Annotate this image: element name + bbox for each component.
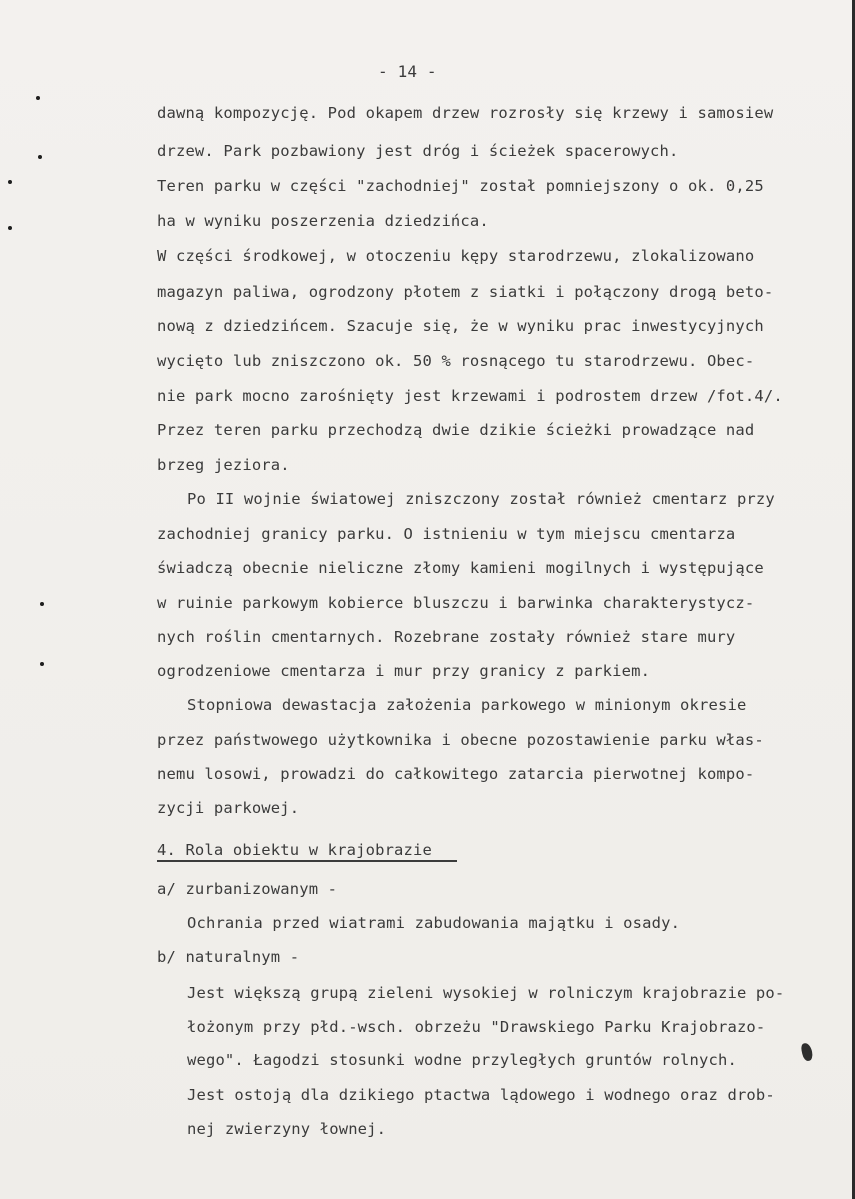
punch-hole-mark (40, 602, 44, 606)
text-line: świadczą obecnie nieliczne złomy kamieni mogilnych i występujące (157, 559, 764, 577)
text-line: ogrodzeniowe cmentarza i mur przy granicy z parkiem. (157, 662, 651, 680)
punch-hole-mark (38, 155, 42, 159)
text-line: wego". Łagodzi stosunki wodne przyległych gruntów rolnych. (187, 1051, 737, 1069)
section-heading: 4. Rola obiektu w krajobrazie (157, 841, 432, 859)
text-line: przez państwowego użytkownika i obecne pozostawienie parku włas- (157, 731, 764, 749)
text-line: w ruinie parkowym kobierce bluszczu i barwinka charakterystycz- (157, 594, 755, 612)
text-line: nie park mocno zarośnięty jest krzewami i podrostem drzew /fot.4/. (157, 387, 783, 405)
text-line: Ochrania przed wiatrami zabudowania majątku i osady. (187, 914, 681, 932)
punch-hole-mark (40, 662, 44, 666)
text-line: Teren parku w części "zachodniej" został pomniejszony o ok. 0,25 (157, 177, 764, 195)
ink-smudge-mark (800, 1042, 814, 1062)
text-line: Po II wojnie światowej zniszczony został również cmentarz przy (187, 490, 775, 508)
text-line: Jest większą grupą zieleni wysokiej w rolniczym krajobrazie po- (187, 984, 785, 1002)
page-number: - 14 - (378, 62, 437, 81)
punch-hole-mark (36, 96, 40, 100)
text-line: łożonym przy płd.-wsch. obrzeżu "Drawskiego Parku Krajobrazo- (187, 1018, 766, 1036)
list-item-label: a/ zurbanizowanym - (157, 880, 338, 898)
text-line: zachodniej granicy parku. O istnieniu w tym miejscu cmentarza (157, 525, 736, 543)
text-line: ha w wyniku poszerzenia dziedzińca. (157, 212, 489, 230)
text-line: magazyn paliwa, ogrodzony płotem z siatki i połączony drogą beto- (157, 283, 774, 301)
text-line: wycięto lub zniszczono ok. 50 % rosnącego tu starodrzewu. Obec- (157, 352, 755, 370)
text-line: nemu losowi, prowadzi do całkowitego zatarcia pierwotnej kompo- (157, 765, 755, 783)
text-line: nej zwierzyny łownej. (187, 1120, 387, 1138)
text-line: brzeg jeziora. (157, 456, 290, 474)
heading-underline (157, 860, 457, 862)
text-line: Jest ostoją dla dzikiego ptactwa lądowego i wodnego oraz drob- (187, 1086, 775, 1104)
punch-hole-mark (8, 226, 12, 230)
text-line: W części środkowej, w otoczeniu kępy starodrzewu, zlokalizowano (157, 247, 755, 265)
text-line: zycji parkowej. (157, 799, 300, 817)
text-line: drzew. Park pozbawiony jest dróg i ścieżek spacerowych. (157, 142, 679, 160)
text-line: Przez teren parku przechodzą dwie dzikie ścieżki prowadzące nad (157, 421, 755, 439)
text-line: nową z dziedzińcem. Szacuje się, że w wyniku prac inwestycyjnych (157, 317, 764, 335)
punch-hole-mark (8, 180, 12, 184)
text-line: dawną kompozycję. Pod okapem drzew rozrosły się krzewy i samosiew (157, 104, 774, 122)
list-item-label: b/ naturalnym - (157, 948, 300, 966)
text-line: Stopniowa dewastacja założenia parkowego w minionym okresie (187, 696, 747, 714)
text-line: nych roślin cmentarnych. Rozebrane zostały również stare mury (157, 628, 736, 646)
